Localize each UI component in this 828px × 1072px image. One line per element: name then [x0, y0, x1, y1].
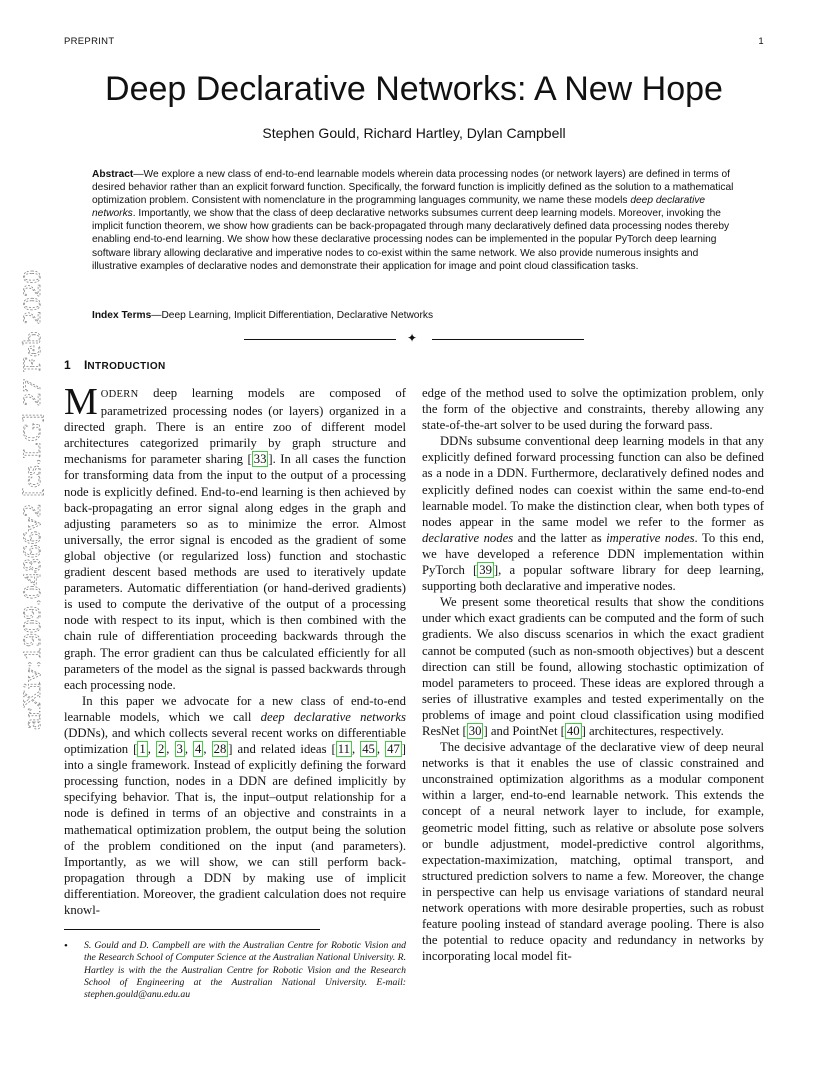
- drop-cap: M: [64, 381, 98, 423]
- separator-rule: [244, 339, 396, 340]
- paper-title: Deep Declarative Networks: A New Hope: [105, 70, 723, 108]
- section-title-initial: I: [84, 358, 88, 372]
- paragraph: MODERN deep learning models are composed of parametrized processing nodes (or layers) organized in a directed graph. There is an entire zoo of different model architectures categorized primarily by graph structure and mechanisms for parameter sharing [ 33 ]. In all cases the function for transforming data from the input to the output of a processing node is explicitly defined. End-to-end learning is then achieved by back-propagating an error signal along edges in the graph and adjusting parameters so as to minimize the error. Almost universally, the error signal is encoded as the gradient of some global objective (or regularized loss) function and stochastic gradient descent based methods are used to iteratively update parameters. Automatic differentiation (or hand-derived gradients) is used to compute the derivative of the output of a processing node with respect to its input, which is then combined with the chain rule of differentiation proceeding backwards through the graph. The error gradient can thus be calculated efficiently for all parameters of the model as the signal is passed backwards through each processing node.: [64, 381, 406, 692]
- emphasis: imperative nodes: [606, 530, 695, 545]
- body-text: , a popular software library for deep learning, supporting both declarative and imperative nodes.: [422, 563, 764, 594]
- citation-link[interactable]: 47: [387, 742, 400, 757]
- body-text: into a single framework. Instead of explicitly defining the forward processing function, nodes in a DDN are defined implicitly by specifying behavior. That is, the input–output relationship for a node is defined in terms of an objective and constraints in a mathematical optimization problem, the output being the solution of the problem conditioned on the input (and parameters). Importantly, as we will show, we can still perform back-propagation through a DDN by making use of implicit differentiation. Moreover, the gradient calculation does not require knowl-: [64, 758, 406, 917]
- footnote-rule: [64, 929, 320, 930]
- arxiv-stamp: [6, 260, 50, 740]
- abstract-emphasis: deep declarative networks: [92, 195, 706, 220]
- citation-link[interactable]: 4: [195, 742, 202, 757]
- arxiv-stamp-text: arXiv:1909.04866v2 [cs.LG] 27 Feb 2020: [19, 307, 46, 730]
- paragraph: In this paper we advocate for a new class of end-to-end learnable models, which we call deep declarative networks (DDNs), and which collects several recent works on differentiable optimization [ 1 , 2 , 3 , 4 , 28 ] and related ideas [ 11 , 45 , 47 ] into a single framework. Instead of explicitly defining the forward processing function, nodes in a DDN are defined implicitly by specifying behavior. That is, the input–output relationship for a node is defined in terms of an objective and constraints in a mathematical optimization problem, the output being the solution of the problem conditioned on the input (and parameters). Importantly, as we will show, we can still perform back-propagation through a DDN by making use of implicit differentiation. Moreover, the gradient calculation does not require knowl-: [64, 693, 407, 917]
- abstract-text: . Importantly, we show that the class of deep declarative networks subsumes current deep learning models. Moreover, invoking the implicit function theorem, we show how gradients can be back-propagated through many declaratively defined data processing nodes thereby enabling end-to-end learning. We show how these declarative processing nodes can be implemented in the popular PyTorch deep learning software library allowing declarative and imperative nodes to co-exist within the same network. We also provide numerous insights and illustrative examples of declarative nodes and demonstrate their application for image and point cloud classification tasks.: [92, 208, 730, 272]
- emphasis: deep declarative networks: [260, 709, 406, 724]
- separator-rule: [432, 339, 584, 340]
- body-text: (DDNs), and which collects several recent works on differentiable optimization: [64, 725, 406, 757]
- abstract-label: Abstract: [92, 169, 134, 180]
- separator-ornament-icon: ✦: [407, 331, 418, 345]
- body-text: . In all cases the function for transforming data from the input to the output of a processing node is explicitly defined. End-to-end learning is then achieved by back-propagating an error signal along edges in the graph and adjusting parameters so as to minimize the error. Almost universally, the error signal is encoded as the gradient of some global objective (or regularized loss) function and stochastic gradient descent based methods are used to iteratively update parameters. Automatic differentiation (or hand-derived gradients) is used to compute the derivative of the output of a processing node with respect to its input, which is then combined with the chain rule of differentiation proceeding backwards through the graph. The error gradient can thus be calculated efficiently for all parameters of the model as the signal is passed backwards through each processing node.: [64, 452, 406, 692]
- citation-link[interactable]: 45: [362, 742, 375, 757]
- citation-link[interactable]: 1: [139, 742, 146, 757]
- body-text: and the latter as: [513, 530, 607, 545]
- page-number: 1: [758, 36, 764, 47]
- paragraph: DDNs subsume conventional deep learning models in that any explicitly defined forward processing function can also be defined as a node in a DDN. Furthermore, declaratively defined nodes and explicitly defined nodes can coexist within the same end-to-end learnable model. To make the distinction clear, when both types of nodes appear in the same model we refer to the former as declarative nodes and the latter as imperative nodes. To this end, we have developed a reference DDN implementation within PyTorch [ 39 ], a popular software library for deep learning, supporting both declarative and imperative nodes.: [422, 434, 765, 594]
- citation-link[interactable]: 40: [566, 723, 580, 738]
- body-text: deep learning models are composed of parametrized processing nodes (or layers) organized in a directed graph. There is an entire zoo of different model architectures categorized primarily by graph structure and mechanisms for parameter sharing: [64, 386, 406, 467]
- body-text: and related ideas: [232, 742, 332, 757]
- paragraph: We present some theoretical results that show the conditions under which exact gradients can be computed and the form of such gradients. We also discuss scenarios in which the exact gradient cannot be computed (such as non-smooth objectives) but a descent direction can still be found, allowing stochastic optimization of model parameters to proceed. These ideas are explored through a series of illustrative examples and tested experimentally on the problems of image and point cloud classification using modified ResNet [ 30 ] and PointNet [ 40 ] architectures, respectively.: [422, 595, 764, 738]
- citation-link[interactable]: 2: [157, 742, 165, 757]
- running-head: PREPRINT: [64, 36, 115, 47]
- index-terms: [92, 310, 738, 321]
- body-text: and PointNet: [487, 723, 561, 738]
- paragraph: edge of the method used to solve the optimization problem, only the form of the objective and constraints, thereby allowing any state-of-the-art solver to be used during the forward pass.: [422, 386, 764, 433]
- body-text: In this paper we advocate for a new class of end-to-end learnable models, which we call: [64, 693, 406, 724]
- footnote-text: S. Gould and D. Campbell are with the Australian Centre for Robotic Vision and the Research School of Computer Science at the Australian National University. R. Hartley is with the the Australian Centre for Robotic Vision and the Research School of Engineering at the Australian National University. E-mail: stephen.gould@anu.edu.au: [84, 940, 406, 1001]
- right-column: [422, 385, 764, 964]
- left-column: [64, 381, 407, 918]
- citation-link[interactable]: 3: [176, 742, 183, 757]
- citation-link[interactable]: 30: [468, 723, 482, 738]
- emphasis: declarative nodes: [422, 530, 514, 545]
- small-caps-word: ODERN: [100, 389, 139, 400]
- citation-link[interactable]: 39: [479, 563, 492, 578]
- body-text: architectures, respectively.: [585, 723, 724, 738]
- citation-link[interactable]: 28: [213, 742, 227, 757]
- section-title-rest: NTRODUCTION: [87, 361, 166, 372]
- paragraph: The decisive advantage of the declarative view of deep neural networks is that it enables the use of classic constrained and unconstrained optimization algorithms as a modular component within a larger, end-to-end learnable network. This extends the concept of a neural network layer to include, for example, geometric model fitting, such as relative or absolute pose solvers or bundle adjustment, model-predictive control algorithms, expectation-maximization, matching, optimal transport, and structured prediction solvers to name a few. Moreover, the change in perspective can help us envisage variations of standard neural network operations with more desirable properties, such as robust feature pooling instead of standard average pooling. There is also the potential to reduce opacity and redundancy in networks by incorporating local model fit-: [422, 740, 764, 964]
- index-terms-text: —Deep Learning, Implicit Differentiation, Declarative Networks: [151, 310, 434, 321]
- abstract: [92, 168, 738, 273]
- section-separator: [244, 331, 584, 346]
- section-heading: [64, 358, 166, 372]
- body-text: DDNs subsume conventional deep learning models in that any explicitly defined forward processing function can also be defined as a node in a DDN. Furthermore, declaratively defined nodes and explicitly defined nodes can coexist within the same end-to-end learnable model. To make the distinction clear, when both types of nodes appear in the same model we refer to the former as: [422, 434, 764, 529]
- index-terms-label: Index Terms: [92, 310, 152, 321]
- author-list: Stephen Gould, Richard Hartley, Dylan Campbell: [262, 125, 566, 141]
- body-text: We present some theoretical results that show the conditions under which exact gradients can be computed and the form of such gradients. We also discuss scenarios in which the exact gradient cannot be computed (such as non-smooth objectives) but a descent direction can still be found, allowing stochastic optimization of model parameters to proceed. These ideas are explored through a series of illustrative examples and tested experimentally on the problems of image and point cloud classification using modified ResNet: [422, 595, 764, 738]
- bullet-icon: •: [64, 940, 68, 952]
- citation-link[interactable]: 11: [337, 742, 350, 757]
- body-text: . To this end, we have developed a reference DDN implementation within PyTorch: [422, 530, 765, 578]
- citation-link[interactable]: 33: [253, 452, 267, 467]
- abstract-text: —We explore a new class of end-to-end learnable models wherein data processing nodes (or network layers) are defined in terms of desired behavior rather than an explicit forward function. Specifically, the forward function is implicitly defined as the solution to a mathematical optimization problem. Consistent with nomenclature in the programming languages community, we name these models: [92, 169, 734, 207]
- section-number: 1: [64, 358, 71, 372]
- footnote: [64, 940, 406, 1001]
